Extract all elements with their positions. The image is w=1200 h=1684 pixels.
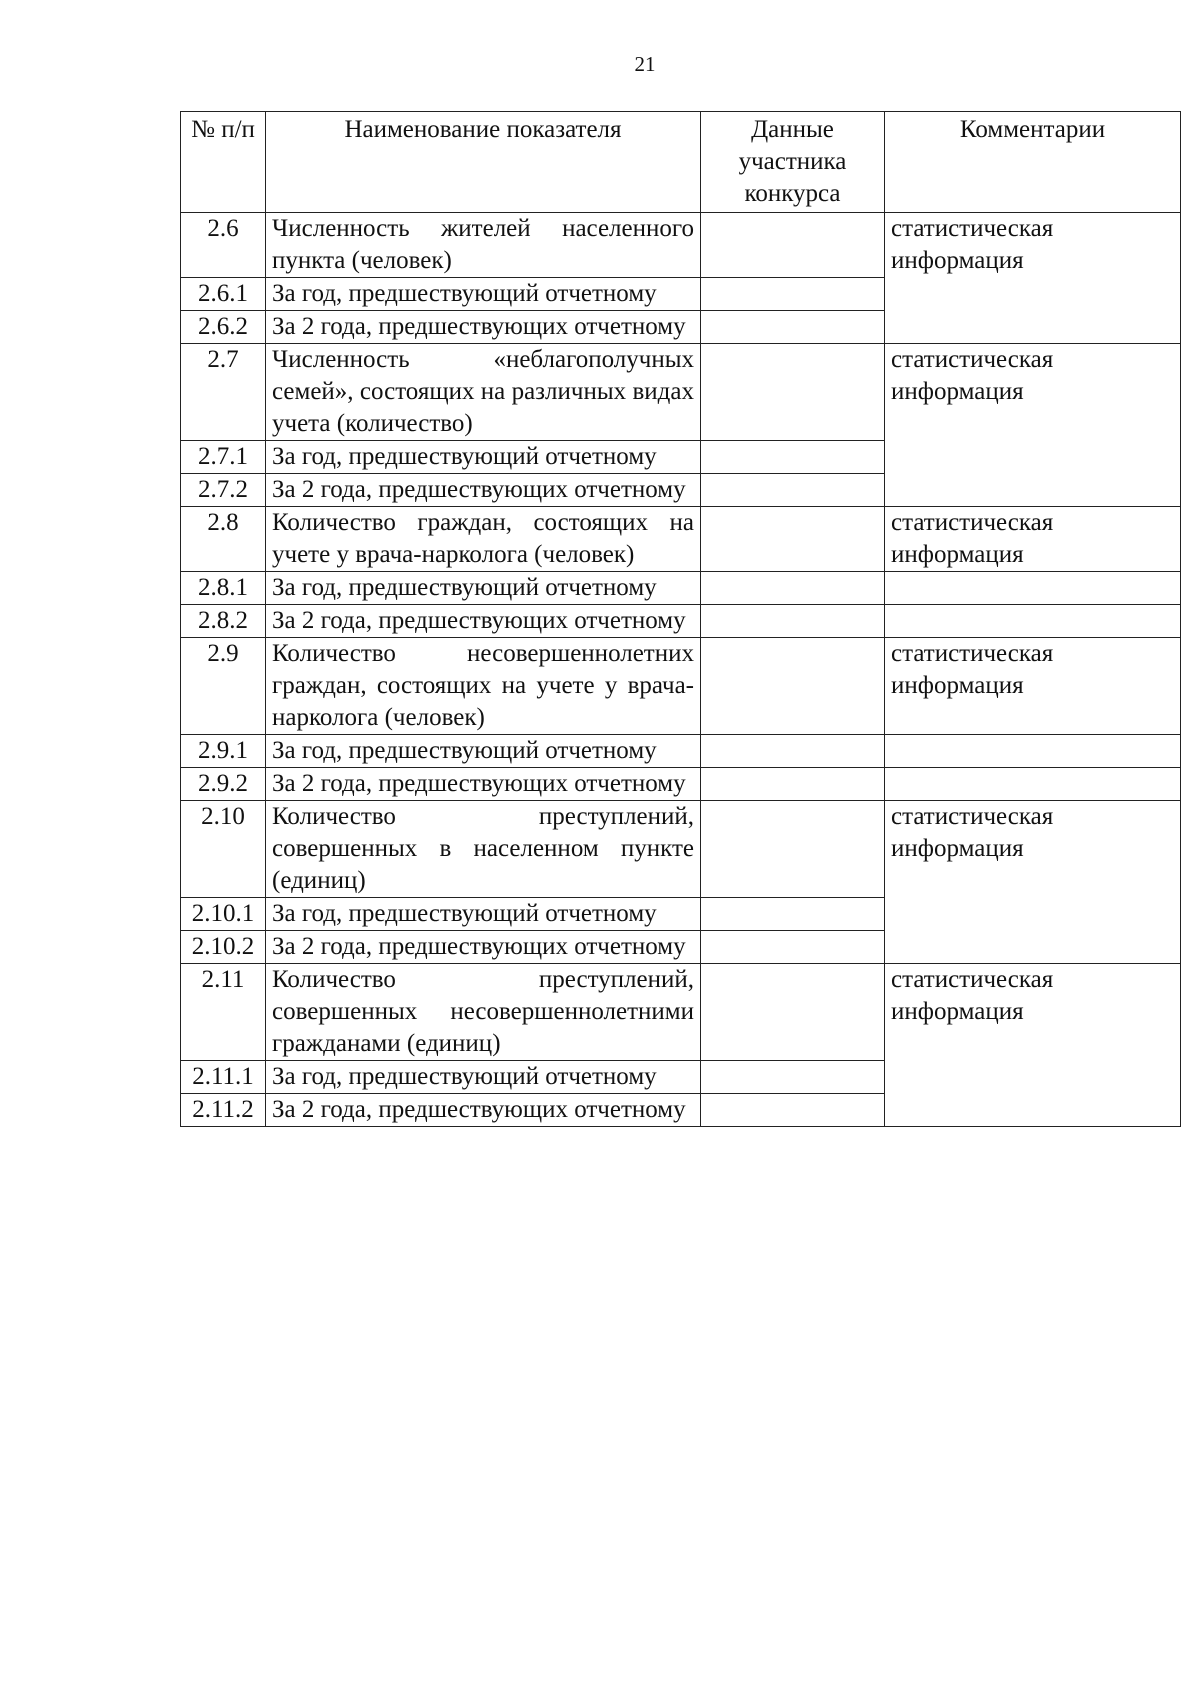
comment-cell: статистическая информация [885, 344, 1181, 507]
indicator-name: За 2 года, предшествующих отчетному [266, 768, 701, 801]
participant-data-cell[interactable] [701, 735, 885, 768]
table-row [181, 964, 1181, 1061]
row-number: 2.10 [181, 801, 266, 898]
indicator-name: За год, предшествующий отчетному [266, 441, 701, 474]
row-number: 2.11.1 [181, 1061, 266, 1094]
indicator-name: Количество граждан, состоящих на учете у врача-нарколога (человек) [266, 507, 701, 572]
header-name: Наименование показателя [266, 112, 701, 213]
header-num: № п/п [181, 112, 266, 213]
participant-data-cell[interactable] [701, 572, 885, 605]
participant-data-cell[interactable] [701, 768, 885, 801]
table-row [181, 735, 1181, 768]
participant-data-cell[interactable] [701, 344, 885, 441]
indicator-name: За 2 года, предшествующих отчетному [266, 311, 701, 344]
row-number: 2.7 [181, 344, 266, 441]
indicator-name: За 2 года, предшествующих отчетному [266, 474, 701, 507]
indicator-name: Численность «неблагополучных семей», состоящих на различных видах учета (количество) [266, 344, 701, 441]
table-row [181, 572, 1181, 605]
comment-cell [885, 735, 1181, 768]
table-row [181, 801, 1181, 898]
participant-data-cell[interactable] [701, 931, 885, 964]
comment-cell: статистическая информация [885, 801, 1181, 964]
table-row [181, 213, 1181, 278]
row-number: 2.11 [181, 964, 266, 1061]
comment-cell [885, 768, 1181, 801]
row-number: 2.6 [181, 213, 266, 278]
comment-cell: статистическая информация [885, 213, 1181, 344]
indicator-name: За 2 года, предшествующих отчетному [266, 931, 701, 964]
table-row [181, 768, 1181, 801]
participant-data-cell[interactable] [701, 441, 885, 474]
row-number: 2.10.1 [181, 898, 266, 931]
comment-cell [885, 605, 1181, 638]
indicator-name: За 2 года, предшествующих отчетному [266, 1094, 701, 1127]
participant-data-cell[interactable] [701, 507, 885, 572]
row-number: 2.10.2 [181, 931, 266, 964]
indicator-name: За год, предшествующий отчетному [266, 572, 701, 605]
participant-data-cell[interactable] [701, 638, 885, 735]
row-number: 2.7.2 [181, 474, 266, 507]
indicator-name: За год, предшествующий отчетному [266, 898, 701, 931]
table-header-row [181, 112, 1181, 213]
indicator-name: За год, предшествующий отчетному [266, 1061, 701, 1094]
participant-data-cell[interactable] [701, 1094, 885, 1127]
participant-data-cell[interactable] [701, 213, 885, 278]
table-row [181, 638, 1181, 735]
table-row [181, 507, 1181, 572]
row-number: 2.6.1 [181, 278, 266, 311]
indicator-name: Численность жителей населенного пункта (человек) [266, 213, 701, 278]
comment-cell: статистическая информация [885, 964, 1181, 1127]
participant-data-cell[interactable] [701, 801, 885, 898]
indicator-name: Количество преступлений, совершенных в населенном пункте (единиц) [266, 801, 701, 898]
indicator-name: Количество несовершеннолетних граждан, состоящих на учете у врача-нарколога (человек) [266, 638, 701, 735]
row-number: 2.9 [181, 638, 266, 735]
indicator-name: За год, предшествующий отчетному [266, 735, 701, 768]
participant-data-cell[interactable] [701, 898, 885, 931]
indicators-table [180, 111, 1181, 1127]
indicator-name: Количество преступлений, совершенных несовершеннолетними гражданами (единиц) [266, 964, 701, 1061]
indicator-name: За год, предшествующий отчетному [266, 278, 701, 311]
header-comment: Комментарии [885, 112, 1181, 213]
row-number: 2.11.2 [181, 1094, 266, 1127]
participant-data-cell[interactable] [701, 311, 885, 344]
row-number: 2.8.1 [181, 572, 266, 605]
row-number: 2.8 [181, 507, 266, 572]
participant-data-cell[interactable] [701, 1061, 885, 1094]
comment-cell: статистическая информация [885, 507, 1181, 572]
participant-data-cell[interactable] [701, 964, 885, 1061]
table-row [181, 344, 1181, 441]
page-number: 21 [634, 52, 656, 76]
participant-data-cell[interactable] [701, 474, 885, 507]
row-number: 2.6.2 [181, 311, 266, 344]
row-number: 2.8.2 [181, 605, 266, 638]
row-number: 2.7.1 [181, 441, 266, 474]
header-data: Данные участника конкурса [701, 112, 885, 213]
comment-cell [885, 572, 1181, 605]
row-number: 2.9.1 [181, 735, 266, 768]
row-number: 2.9.2 [181, 768, 266, 801]
participant-data-cell[interactable] [701, 278, 885, 311]
table-row [181, 605, 1181, 638]
participant-data-cell[interactable] [701, 605, 885, 638]
comment-cell: статистическая информация [885, 638, 1181, 735]
indicator-name: За 2 года, предшествующих отчетному [266, 605, 701, 638]
